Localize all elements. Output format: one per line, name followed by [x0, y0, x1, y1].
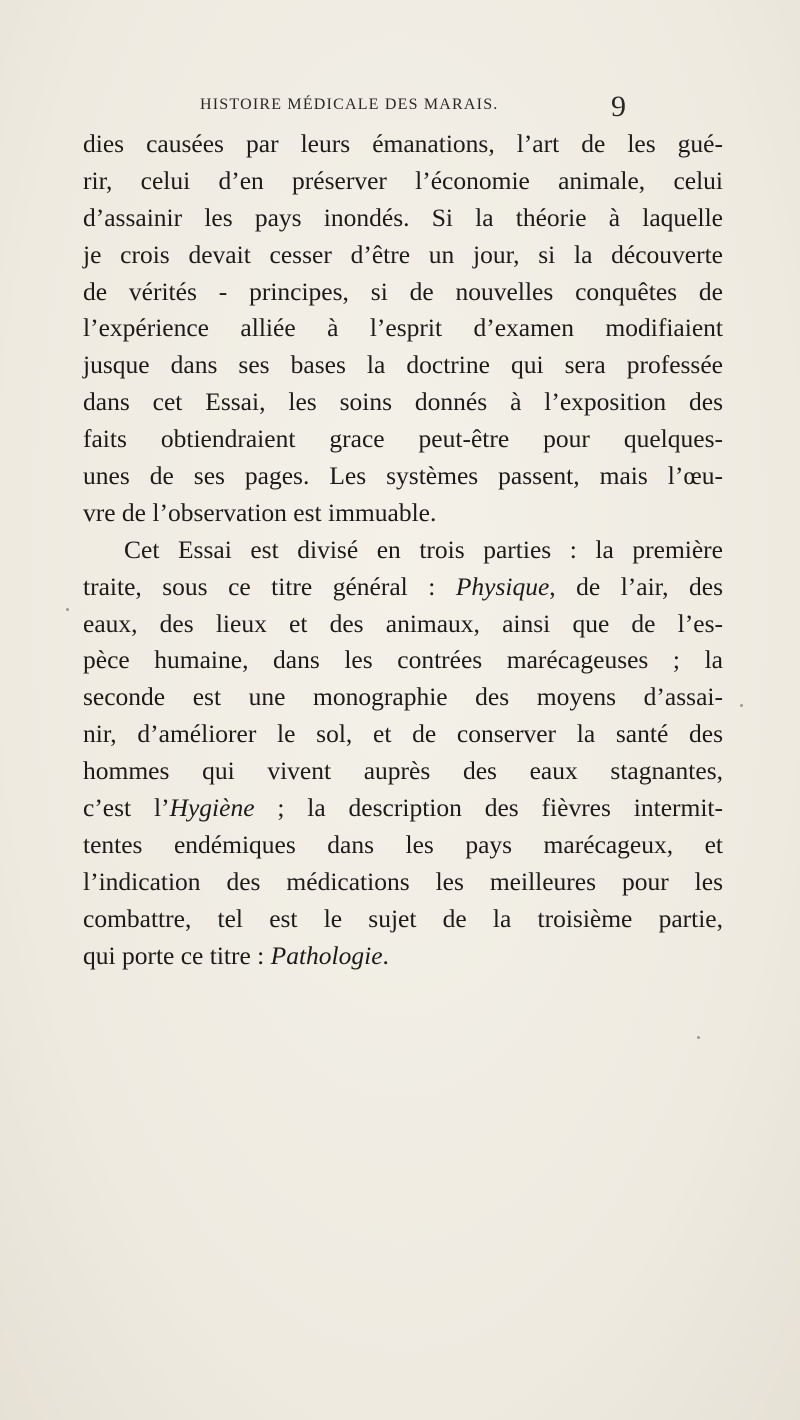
text-line: l’expérience alliée à l’esprit d’examen modifiaient [83, 313, 723, 343]
page-number: 9 [611, 90, 626, 123]
text-segment: c’est l’ [83, 793, 170, 823]
text-segment: traite, sous ce titre général : [83, 571, 456, 601]
text-line: pèce humaine, dans les contrées marécageuses ; la [83, 645, 723, 675]
text-line: d’assainir les pays inondés. Si la théorie à laquelle [83, 202, 723, 232]
text-line: rir, celui d’en préserver l’économie animale, celui [83, 165, 723, 195]
text-line: eaux, des lieux et des animaux, ainsi que de l’es- [83, 608, 723, 638]
text-line [83, 569, 723, 606]
paper-speck [66, 608, 69, 611]
text-line: l’indication des médications les meilleures pour les [83, 866, 723, 896]
text-line: vre de l’observation est immuable. [83, 497, 437, 527]
text-segment: . [382, 940, 389, 970]
text-line: hommes qui vivent auprès des eaux stagnantes, [83, 756, 723, 786]
text-segment: ; la description des fièvres intermit- [254, 793, 723, 823]
text-line: faits obtiendraient grace peut-être pour quelques- [83, 424, 723, 454]
paper-speck [740, 704, 743, 707]
text-line [83, 790, 723, 827]
running-title: HISTOIRE MÉDICALE DES MARAIS. [200, 96, 499, 113]
italic-term-pathologie: Pathologie [270, 940, 383, 970]
page-header [200, 90, 626, 124]
text-line: jusque dans ses bases la doctrine qui sera professée [83, 350, 723, 380]
text-segment: , de l’air, des [549, 571, 723, 601]
italic-term-physique: Physique [455, 571, 550, 601]
text-segment: qui porte ce titre : [83, 940, 271, 970]
text-line: de vérités - principes, si de nouvelles conquêtes de [83, 276, 723, 306]
text-line: nir, d’améliorer le sol, et de conserver la santé des [83, 719, 723, 749]
text-line: je crois devait cesser d’être un jour, si la découverte [83, 239, 723, 269]
text-line: unes de ses pages. Les systèmes passent, mais l’œu- [83, 461, 723, 491]
text-line: seconde est une monographie des moyens d’assai- [83, 682, 723, 712]
text-line: combattre, tel est le sujet de la troisième partie, [83, 903, 723, 933]
text-line [83, 938, 723, 975]
text-line: dies causées par leurs émanations, l’art de les gué- [83, 129, 723, 158]
paragraph-1 [83, 126, 723, 532]
text-line: dans cet Essai, les soins donnés à l’exposition des [83, 387, 723, 417]
italic-term-hygiene: Hygiène [169, 793, 255, 823]
text-line: tentes endémiques dans les pays marécageux, et [83, 829, 723, 859]
paper-speck [697, 1036, 700, 1039]
page-body [83, 126, 723, 974]
text-line: Cet Essai est divisé en trois parties : la première [124, 534, 723, 564]
paragraph-2 [83, 532, 723, 975]
